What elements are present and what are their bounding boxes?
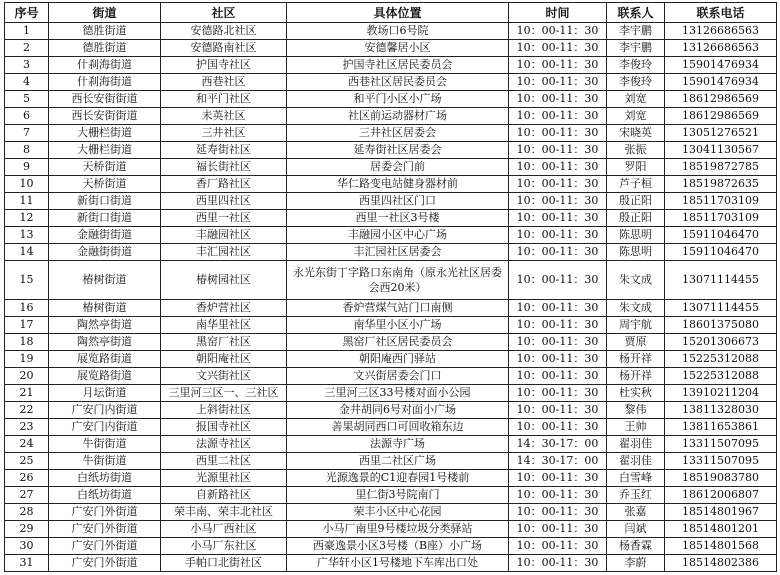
header-contact: 联系人 bbox=[607, 3, 665, 23]
cell-index: 26 bbox=[5, 470, 49, 487]
cell-time: 10：00-11：30 bbox=[509, 74, 607, 91]
cell-index: 12 bbox=[5, 210, 49, 227]
cell-time: 10：00-11：30 bbox=[509, 470, 607, 487]
cell-street: 金融街街道 bbox=[49, 244, 161, 261]
cell-index: 5 bbox=[5, 91, 49, 108]
table-row bbox=[5, 385, 777, 402]
cell-phone: 15911046470 bbox=[665, 244, 777, 261]
cell-street: 陶然亭街道 bbox=[49, 317, 161, 334]
cell-phone: 13311507095 bbox=[665, 453, 777, 470]
cell-phone: 18514801967 bbox=[665, 504, 777, 521]
cell-phone: 15911046470 bbox=[665, 227, 777, 244]
cell-time: 10：00-11：30 bbox=[509, 521, 607, 538]
table-row bbox=[5, 125, 777, 142]
table-row bbox=[5, 368, 777, 385]
cell-index: 28 bbox=[5, 504, 49, 521]
cell-index: 24 bbox=[5, 436, 49, 453]
table-row bbox=[5, 487, 777, 504]
cell-street: 陶然亭街道 bbox=[49, 334, 161, 351]
cell-time: 10：00-11：30 bbox=[509, 261, 607, 300]
cell-time: 10：00-11：30 bbox=[509, 487, 607, 504]
cell-contact: 殷正阳 bbox=[607, 210, 665, 227]
cell-location: 丰汇园社区居委会 bbox=[287, 244, 509, 261]
cell-index: 21 bbox=[5, 385, 49, 402]
header-phone: 联系电话 bbox=[665, 3, 777, 23]
cell-street: 新街口街道 bbox=[49, 210, 161, 227]
table-row bbox=[5, 470, 777, 487]
cell-phone: 13910211204 bbox=[665, 385, 777, 402]
cell-index: 29 bbox=[5, 521, 49, 538]
cell-location: 善果胡同西口可回收箱东边 bbox=[287, 419, 509, 436]
cell-phone: 15901476934 bbox=[665, 57, 777, 74]
cell-time: 10：00-11：30 bbox=[509, 142, 607, 159]
cell-street: 牛街街道 bbox=[49, 436, 161, 453]
cell-community: 和平门社区 bbox=[161, 91, 287, 108]
cell-street: 金融街街道 bbox=[49, 227, 161, 244]
cell-phone: 18514801568 bbox=[665, 538, 777, 555]
cell-community: 椿树园社区 bbox=[161, 261, 287, 300]
table-row bbox=[5, 91, 777, 108]
cell-time: 10：00-11：30 bbox=[509, 368, 607, 385]
cell-phone: 18519872785 bbox=[665, 159, 777, 176]
cell-phone: 18612006807 bbox=[665, 487, 777, 504]
cell-index: 10 bbox=[5, 176, 49, 193]
cell-time: 10：00-11：30 bbox=[509, 108, 607, 125]
cell-index: 31 bbox=[5, 555, 49, 572]
cell-time: 10：00-11：30 bbox=[509, 210, 607, 227]
cell-index: 4 bbox=[5, 74, 49, 91]
cell-contact: 宋晓英 bbox=[607, 125, 665, 142]
table-row bbox=[5, 176, 777, 193]
table-row bbox=[5, 227, 777, 244]
cell-community: 安德路北社区 bbox=[161, 23, 287, 40]
cell-community: 香厂路社区 bbox=[161, 176, 287, 193]
cell-index: 17 bbox=[5, 317, 49, 334]
table-row bbox=[5, 538, 777, 555]
cell-community: 光源里社区 bbox=[161, 470, 287, 487]
cell-time: 10：00-11：30 bbox=[509, 555, 607, 572]
cell-index: 8 bbox=[5, 142, 49, 159]
cell-phone: 18514801201 bbox=[665, 521, 777, 538]
cell-contact: 杨开祥 bbox=[607, 368, 665, 385]
header-row bbox=[5, 3, 777, 23]
cell-contact: 刘宽 bbox=[607, 108, 665, 125]
header-community: 社区 bbox=[161, 3, 287, 23]
cell-time: 10：00-11：30 bbox=[509, 385, 607, 402]
community-schedule-table bbox=[4, 2, 777, 572]
cell-community: 小马厂东社区 bbox=[161, 538, 287, 555]
cell-community: 福长街社区 bbox=[161, 159, 287, 176]
cell-street: 月坛街道 bbox=[49, 385, 161, 402]
cell-community: 南华里社区 bbox=[161, 317, 287, 334]
header-location: 具体位置 bbox=[287, 3, 509, 23]
table-row bbox=[5, 159, 777, 176]
cell-community: 手帕口北街社区 bbox=[161, 555, 287, 572]
cell-time: 10：00-11：30 bbox=[509, 23, 607, 40]
header-street: 街道 bbox=[49, 3, 161, 23]
table-row bbox=[5, 23, 777, 40]
cell-contact: 张嘉 bbox=[607, 504, 665, 521]
cell-location: 永光东街丁字路口东南角（原永光社区居委会西20米） bbox=[287, 261, 509, 300]
cell-contact: 翟羽佳 bbox=[607, 436, 665, 453]
cell-contact: 杨香霖 bbox=[607, 538, 665, 555]
cell-phone: 15201306673 bbox=[665, 334, 777, 351]
cell-street: 广安门外街道 bbox=[49, 555, 161, 572]
cell-phone: 13126686563 bbox=[665, 23, 777, 40]
cell-time: 10：00-11：30 bbox=[509, 176, 607, 193]
cell-community: 香炉营社区 bbox=[161, 300, 287, 317]
cell-community: 文兴街社区 bbox=[161, 368, 287, 385]
cell-index: 23 bbox=[5, 419, 49, 436]
cell-time: 10：00-11：30 bbox=[509, 244, 607, 261]
table-row bbox=[5, 261, 777, 300]
cell-street: 什刹海街道 bbox=[49, 74, 161, 91]
cell-index: 22 bbox=[5, 402, 49, 419]
cell-street: 大栅栏街道 bbox=[49, 125, 161, 142]
cell-phone: 13071114455 bbox=[665, 300, 777, 317]
table-row bbox=[5, 142, 777, 159]
cell-contact: 刘宽 bbox=[607, 91, 665, 108]
cell-location: 西里一社区3号楼 bbox=[287, 210, 509, 227]
cell-time: 10：00-11：30 bbox=[509, 193, 607, 210]
cell-community: 报国寺社区 bbox=[161, 419, 287, 436]
cell-time: 10：00-11：30 bbox=[509, 351, 607, 368]
cell-index: 25 bbox=[5, 453, 49, 470]
cell-time: 10：00-11：30 bbox=[509, 419, 607, 436]
cell-contact: 贾原 bbox=[607, 334, 665, 351]
cell-phone: 13041130567 bbox=[665, 142, 777, 159]
cell-street: 白纸坊街道 bbox=[49, 470, 161, 487]
cell-community: 法源寺社区 bbox=[161, 436, 287, 453]
cell-time: 14：30-17：00 bbox=[509, 436, 607, 453]
cell-phone: 13811653861 bbox=[665, 419, 777, 436]
cell-location: 西巷社区居民委员会 bbox=[287, 74, 509, 91]
cell-community: 延寿街社区 bbox=[161, 142, 287, 159]
cell-time: 10：00-11：30 bbox=[509, 125, 607, 142]
cell-phone: 18601375080 bbox=[665, 317, 777, 334]
cell-community: 黑窑厂社区 bbox=[161, 334, 287, 351]
cell-location: 金井胡同6号对面小广场 bbox=[287, 402, 509, 419]
cell-time: 10：00-11：30 bbox=[509, 334, 607, 351]
cell-contact: 杨开祥 bbox=[607, 351, 665, 368]
cell-location: 西里二社区广场 bbox=[287, 453, 509, 470]
cell-index: 2 bbox=[5, 40, 49, 57]
cell-index: 20 bbox=[5, 368, 49, 385]
cell-phone: 18519083780 bbox=[665, 470, 777, 487]
table-row bbox=[5, 521, 777, 538]
cell-contact: 芦子桓 bbox=[607, 176, 665, 193]
cell-community: 未英社区 bbox=[161, 108, 287, 125]
cell-community: 西里四社区 bbox=[161, 193, 287, 210]
cell-location: 里仁街3号院南门 bbox=[287, 487, 509, 504]
cell-phone: 15225312088 bbox=[665, 368, 777, 385]
cell-time: 10：00-11：30 bbox=[509, 91, 607, 108]
cell-index: 30 bbox=[5, 538, 49, 555]
cell-location: 三里河三区33号楼对面小公园 bbox=[287, 385, 509, 402]
cell-location: 三井社区居委会 bbox=[287, 125, 509, 142]
cell-contact: 黎伟 bbox=[607, 402, 665, 419]
table-row bbox=[5, 193, 777, 210]
table-body bbox=[5, 23, 777, 572]
cell-index: 18 bbox=[5, 334, 49, 351]
cell-contact: 王帅 bbox=[607, 419, 665, 436]
cell-time: 10：00-11：30 bbox=[509, 40, 607, 57]
cell-phone: 18511703109 bbox=[665, 210, 777, 227]
cell-street: 展览路街道 bbox=[49, 368, 161, 385]
table-row bbox=[5, 300, 777, 317]
cell-street: 椿树街道 bbox=[49, 300, 161, 317]
cell-phone: 15901476934 bbox=[665, 74, 777, 91]
cell-street: 新街口街道 bbox=[49, 193, 161, 210]
cell-street: 广安门内街道 bbox=[49, 402, 161, 419]
table-row bbox=[5, 351, 777, 368]
cell-phone: 18612986569 bbox=[665, 91, 777, 108]
table-row bbox=[5, 402, 777, 419]
cell-community: 安德路南社区 bbox=[161, 40, 287, 57]
cell-community: 丰融园社区 bbox=[161, 227, 287, 244]
cell-time: 10：00-11：30 bbox=[509, 504, 607, 521]
cell-community: 三井社区 bbox=[161, 125, 287, 142]
cell-location: 黑窑厂社区居民委员会 bbox=[287, 334, 509, 351]
cell-location: 朝阳庵西门驿站 bbox=[287, 351, 509, 368]
cell-location: 社区前运动器材广场 bbox=[287, 108, 509, 125]
cell-contact: 李宇鹏 bbox=[607, 40, 665, 57]
cell-community: 朝阳庵社区 bbox=[161, 351, 287, 368]
cell-contact: 朱文成 bbox=[607, 300, 665, 317]
cell-community: 三里河三区一、三社区 bbox=[161, 385, 287, 402]
table-row bbox=[5, 108, 777, 125]
cell-index: 9 bbox=[5, 159, 49, 176]
cell-community: 上斜街社区 bbox=[161, 402, 287, 419]
cell-location: 安德馨居小区 bbox=[287, 40, 509, 57]
cell-index: 3 bbox=[5, 57, 49, 74]
cell-index: 14 bbox=[5, 244, 49, 261]
cell-street: 广安门外街道 bbox=[49, 521, 161, 538]
cell-location: 荣丰小区中心花园 bbox=[287, 504, 509, 521]
cell-community: 西里二社区 bbox=[161, 453, 287, 470]
cell-contact: 乔玉红 bbox=[607, 487, 665, 504]
table-row bbox=[5, 210, 777, 227]
cell-contact: 朱文成 bbox=[607, 261, 665, 300]
cell-location: 法源寺广场 bbox=[287, 436, 509, 453]
table-row bbox=[5, 244, 777, 261]
cell-location: 西豪逸景小区3号楼（B座）小广场 bbox=[287, 538, 509, 555]
cell-location: 广华轩小区1号楼地下车库出口处 bbox=[287, 555, 509, 572]
cell-street: 德胜街道 bbox=[49, 40, 161, 57]
cell-contact: 闫斌 bbox=[607, 521, 665, 538]
table-row bbox=[5, 317, 777, 334]
cell-time: 10：00-11：30 bbox=[509, 159, 607, 176]
cell-contact: 周宇航 bbox=[607, 317, 665, 334]
cell-location: 居委会门前 bbox=[287, 159, 509, 176]
cell-time: 10：00-11：30 bbox=[509, 300, 607, 317]
table-row bbox=[5, 555, 777, 572]
cell-street: 广安门外街道 bbox=[49, 538, 161, 555]
cell-location: 文兴街居委会门口 bbox=[287, 368, 509, 385]
cell-contact: 李俊玲 bbox=[607, 74, 665, 91]
cell-location: 小马厂南里9号楼垃圾分类驿站 bbox=[287, 521, 509, 538]
table-row bbox=[5, 74, 777, 91]
cell-street: 西长安街街道 bbox=[49, 108, 161, 125]
cell-contact: 杜实秋 bbox=[607, 385, 665, 402]
cell-index: 27 bbox=[5, 487, 49, 504]
cell-location: 香炉营煤气站门口南侧 bbox=[287, 300, 509, 317]
cell-time: 10：00-11：30 bbox=[509, 57, 607, 74]
cell-street: 天桥街道 bbox=[49, 176, 161, 193]
cell-street: 什刹海街道 bbox=[49, 57, 161, 74]
cell-time: 14：30-17：00 bbox=[509, 453, 607, 470]
cell-index: 1 bbox=[5, 23, 49, 40]
cell-street: 广安门外街道 bbox=[49, 504, 161, 521]
cell-street: 德胜街道 bbox=[49, 23, 161, 40]
cell-contact: 罗阳 bbox=[607, 159, 665, 176]
cell-community: 护国寺社区 bbox=[161, 57, 287, 74]
cell-phone: 13311507095 bbox=[665, 436, 777, 453]
cell-street: 白纸坊街道 bbox=[49, 487, 161, 504]
cell-community: 自新路社区 bbox=[161, 487, 287, 504]
cell-community: 西里一社区 bbox=[161, 210, 287, 227]
cell-community: 荣丰南、荣丰北社区 bbox=[161, 504, 287, 521]
cell-phone: 13126686563 bbox=[665, 40, 777, 57]
cell-phone: 18511703109 bbox=[665, 193, 777, 210]
cell-contact: 陈思明 bbox=[607, 244, 665, 261]
cell-contact: 翟羽佳 bbox=[607, 453, 665, 470]
cell-community: 西巷社区 bbox=[161, 74, 287, 91]
table-row bbox=[5, 436, 777, 453]
cell-location: 南华里小区小广场 bbox=[287, 317, 509, 334]
cell-index: 16 bbox=[5, 300, 49, 317]
cell-street: 椿树街道 bbox=[49, 261, 161, 300]
cell-phone: 13051276521 bbox=[665, 125, 777, 142]
table-row bbox=[5, 419, 777, 436]
cell-street: 大栅栏街道 bbox=[49, 142, 161, 159]
cell-time: 10：00-11：30 bbox=[509, 538, 607, 555]
cell-location: 西里四社区门口 bbox=[287, 193, 509, 210]
cell-contact: 陈思明 bbox=[607, 227, 665, 244]
cell-location: 光源逸景的C1迎春园1号楼前 bbox=[287, 470, 509, 487]
cell-location: 和平门小区小广场 bbox=[287, 91, 509, 108]
cell-phone: 13071114455 bbox=[665, 261, 777, 300]
cell-location: 丰融园小区中心广场 bbox=[287, 227, 509, 244]
cell-location: 护国寺社区居民委员会 bbox=[287, 57, 509, 74]
cell-phone: 15225312088 bbox=[665, 351, 777, 368]
header-time: 时间 bbox=[509, 3, 607, 23]
cell-location: 延寿街社区居委会 bbox=[287, 142, 509, 159]
table-row bbox=[5, 334, 777, 351]
cell-contact: 李俊玲 bbox=[607, 57, 665, 74]
table-row bbox=[5, 504, 777, 521]
cell-phone: 18519872635 bbox=[665, 176, 777, 193]
cell-contact: 李蔚 bbox=[607, 555, 665, 572]
cell-time: 10：00-11：30 bbox=[509, 402, 607, 419]
cell-location: 华仁路变电站健身器材前 bbox=[287, 176, 509, 193]
cell-street: 天桥街道 bbox=[49, 159, 161, 176]
cell-phone: 18612986569 bbox=[665, 108, 777, 125]
cell-contact: 李宇鹏 bbox=[607, 23, 665, 40]
cell-street: 广安门内街道 bbox=[49, 419, 161, 436]
cell-street: 展览路街道 bbox=[49, 351, 161, 368]
cell-phone: 13811328030 bbox=[665, 402, 777, 419]
cell-index: 15 bbox=[5, 261, 49, 300]
cell-time: 10：00-11：30 bbox=[509, 227, 607, 244]
table-row bbox=[5, 57, 777, 74]
cell-contact: 殷正阳 bbox=[607, 193, 665, 210]
cell-index: 11 bbox=[5, 193, 49, 210]
table-row bbox=[5, 453, 777, 470]
cell-street: 西长安街街道 bbox=[49, 91, 161, 108]
header-index: 序号 bbox=[5, 3, 49, 23]
cell-index: 19 bbox=[5, 351, 49, 368]
table-row bbox=[5, 40, 777, 57]
cell-community: 小马厂西社区 bbox=[161, 521, 287, 538]
cell-time: 10：00-11：30 bbox=[509, 317, 607, 334]
cell-contact: 张振 bbox=[607, 142, 665, 159]
cell-community: 丰汇园社区 bbox=[161, 244, 287, 261]
cell-phone: 18514802386 bbox=[665, 555, 777, 572]
cell-street: 牛街街道 bbox=[49, 453, 161, 470]
cell-index: 13 bbox=[5, 227, 49, 244]
cell-index: 6 bbox=[5, 108, 49, 125]
cell-index: 7 bbox=[5, 125, 49, 142]
cell-location: 教场口6号院 bbox=[287, 23, 509, 40]
cell-contact: 白雪峰 bbox=[607, 470, 665, 487]
